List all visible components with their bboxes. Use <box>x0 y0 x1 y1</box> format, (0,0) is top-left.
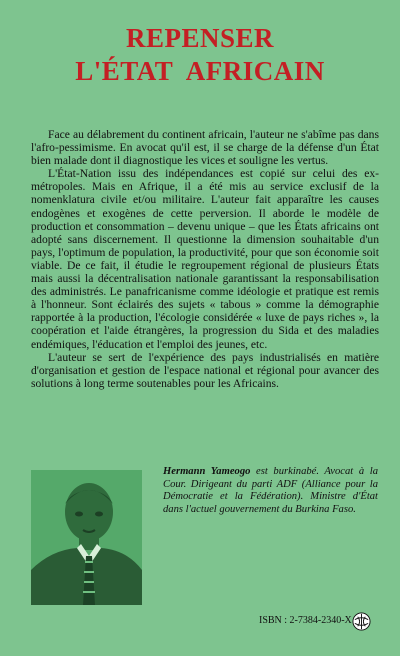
author-portrait-image <box>31 470 142 605</box>
author-bio <box>163 466 378 516</box>
summary-paragraph-3: L'auteur se sert de l'expérience des pays industrialisés en matière d'organisation et gestion de l'espace national et régional pour avancer des solutions à long terme soutenables pour les Africains. <box>31 350 379 390</box>
author-photo <box>31 470 142 605</box>
author-name: Hermann Yameogo <box>163 466 251 477</box>
summary-paragraph-1: Face au délabrement du continent africain, l'auteur ne s'abîme pas dans l'afro-pessimisme. En avocat qu'il est, il se charge de la défense d'un État bien malade dont il diagnostique les vices et souligne les vertus. <box>31 128 379 168</box>
title-line-1: REPENSER <box>125 23 275 53</box>
title-line-2: L'ÉTAT AFRICAIN <box>75 56 325 86</box>
publisher-logo-icon <box>352 612 371 631</box>
book-title <box>0 22 400 88</box>
summary-paragraph-2: L'État-Nation issu des indépendances est copié sur celui des ex-métropoles. Mais en Afrique, il a été mis au service exclusif de la nomenklatura civile et/ou militaire. L'auteur fait apparaître les causes endogènes et exogènes de cette perversion. Il aborde le modèle de production et consommation – devenu unique – que les États africains ont adopté sans discernement. Il questionne la dimension souhaitable d'un pays, l'optimum de population, la productivité, pour que son économie soit viable. De ce fait, il étudie le regroupement régional de plusieurs États mais aussi la décentralisation nationale garantissant la responsabilisation des administrés. Le panafricanisme comme idéologie et pratique est remis à l'honneur. Sont éclairés des sujets « tabous » comme la démographie rapportée à la production, l'écologie considérée « luxe de pays riches », la coopération et l'aide étrangères, la progression du Sida et des maladies endémiques, l'éducation et l'emploi des jeunes, etc. <box>31 167 379 351</box>
author-description: est burkinabé. Avocat à la Cour. Dirigeant du parti ADF (Alliance pour la Démocratie et la Fédération). Ministre d'État dans l'actuel gouvernement du Burkina Faso. <box>163 466 378 515</box>
back-cover-summary <box>31 128 379 390</box>
isbn-number: ISBN : 2-7384-2340-X <box>259 615 352 626</box>
